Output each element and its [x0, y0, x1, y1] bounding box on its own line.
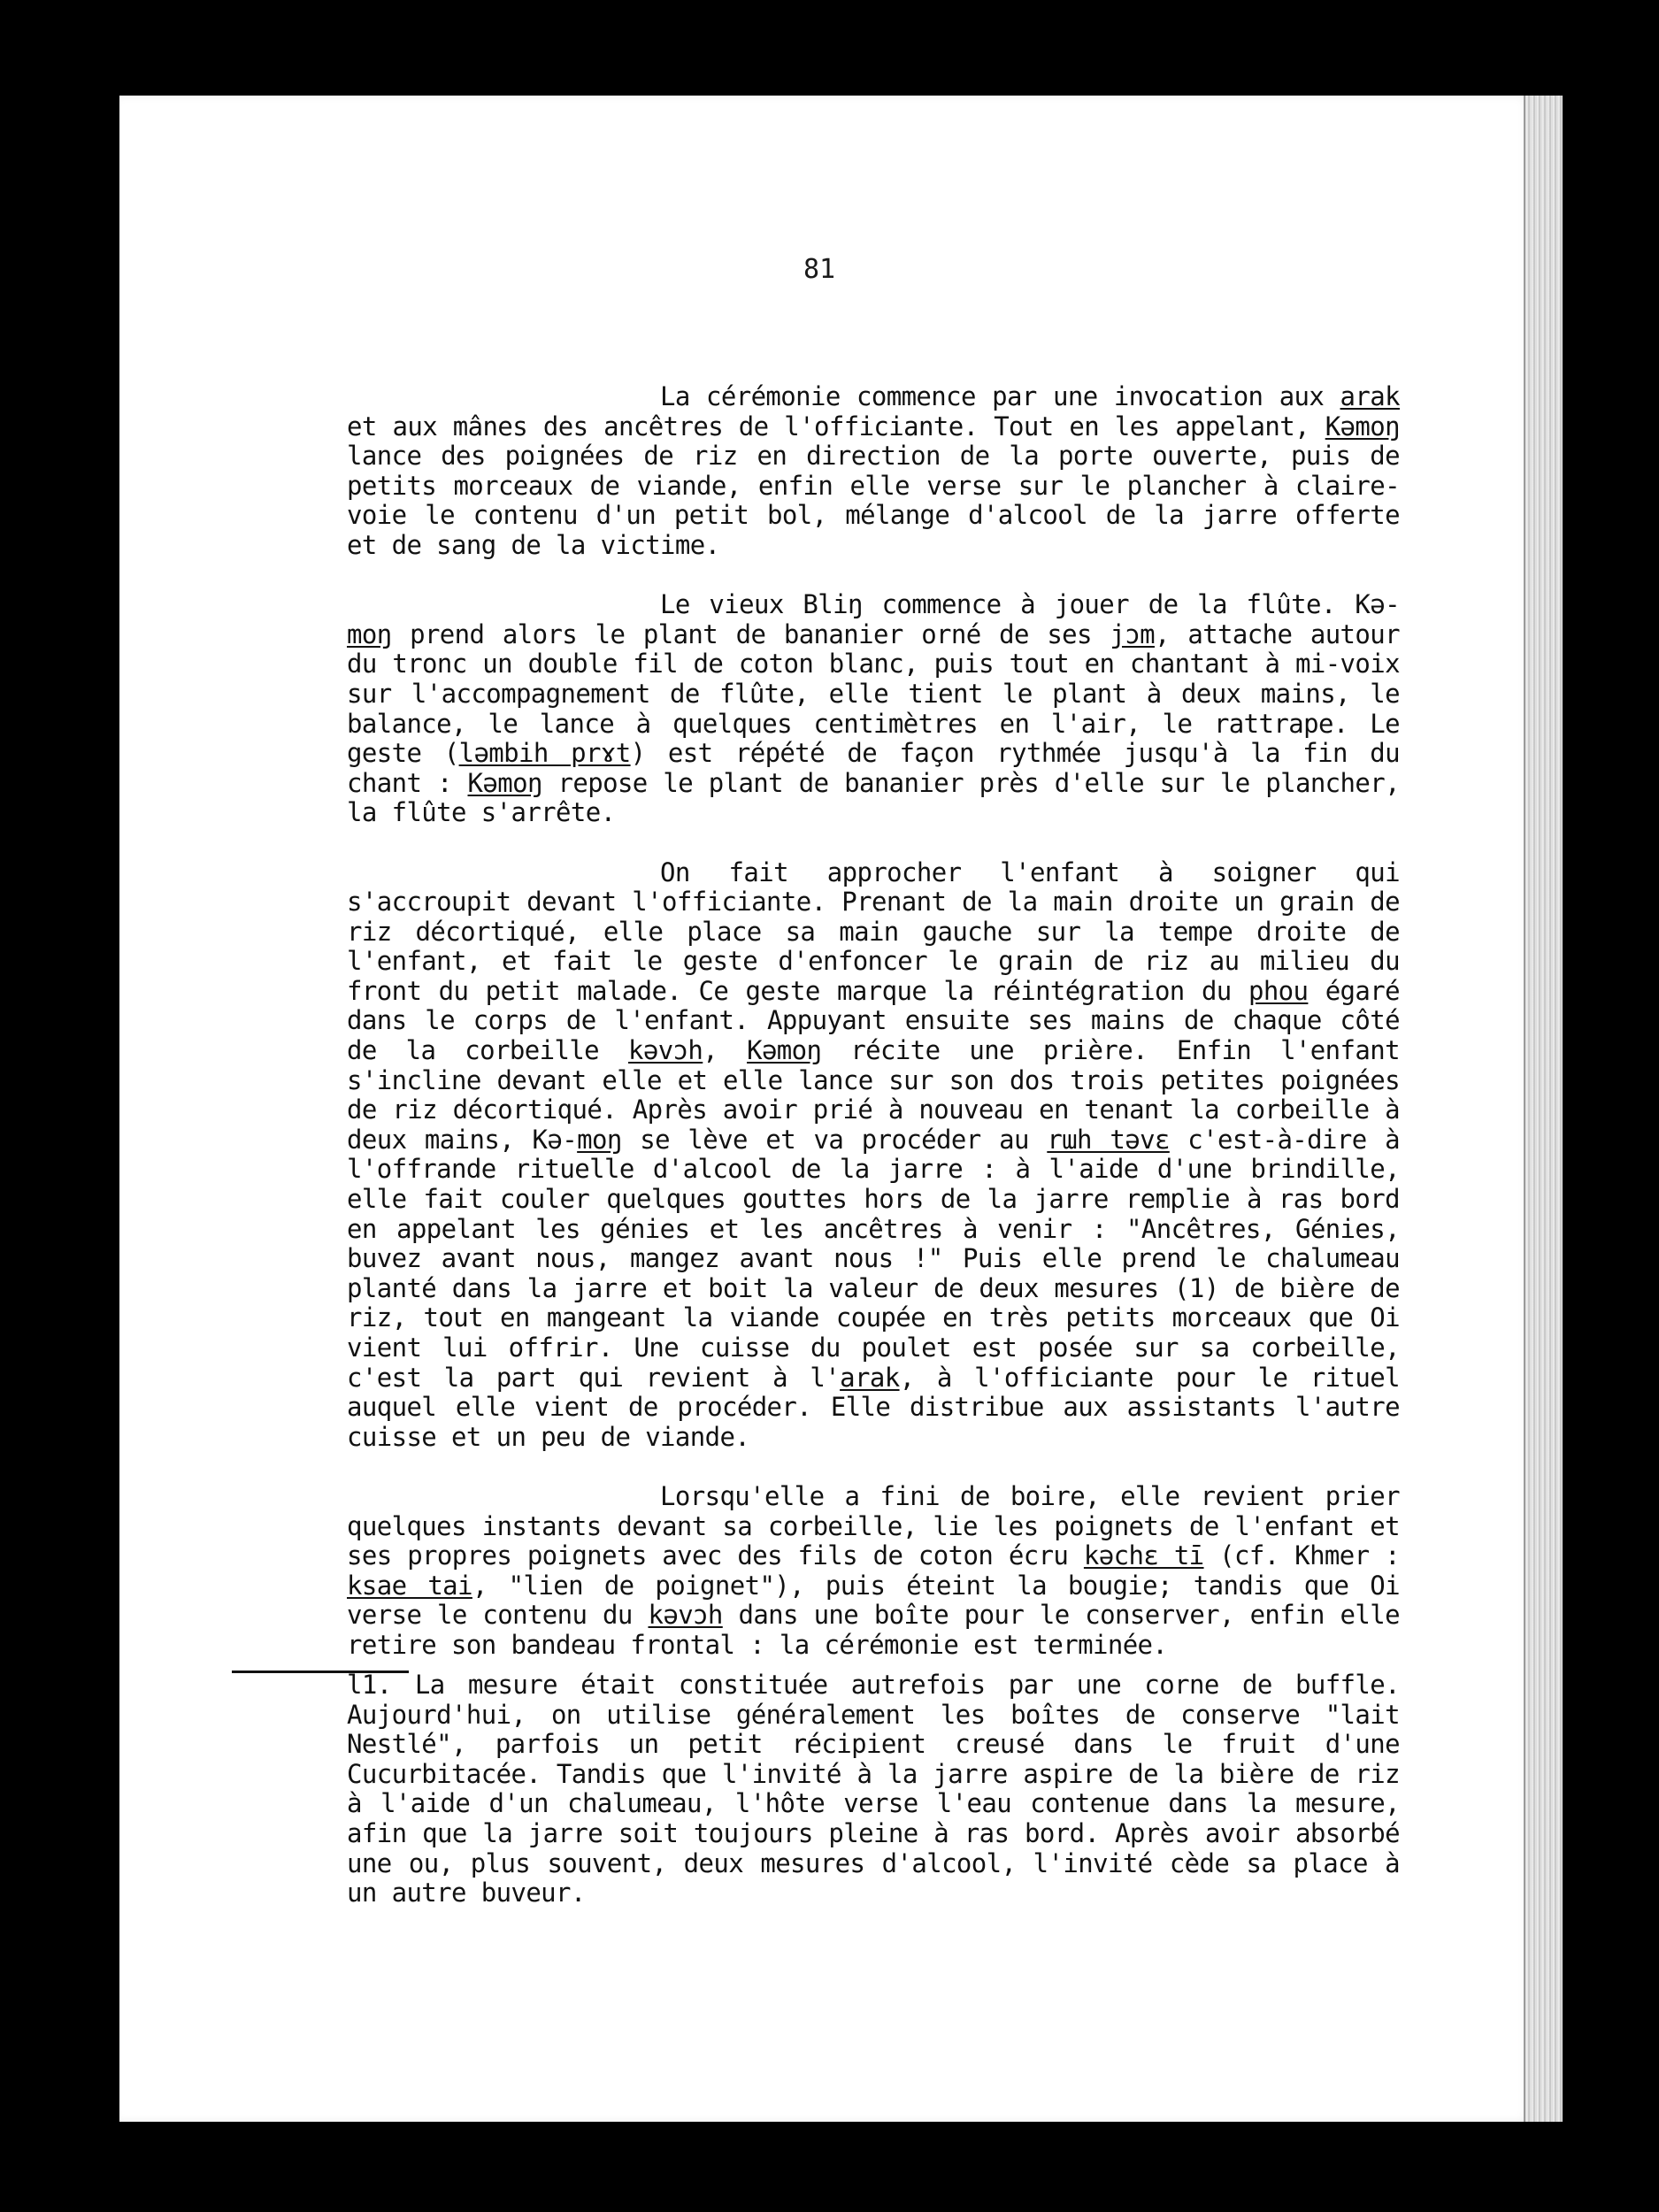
underlined-term: Kəmoŋ	[467, 767, 542, 798]
paragraph	[347, 1482, 1400, 1661]
underlined-term: kəvɔh	[627, 1035, 703, 1066]
text-run: prend alors le plant de bananier orné de ses	[391, 618, 1110, 649]
underlined-term: moŋ	[577, 1124, 622, 1155]
text-run: ,	[703, 1035, 748, 1066]
text-run: dans une boîte pour le conserver, enfin elle retire son bandeau frontal : la cérémonie est terminée.	[347, 1600, 1400, 1660]
underlined-term: kəvɔh	[648, 1600, 723, 1631]
main-text	[347, 382, 1400, 1690]
text-run: , "lien de poignet"), puis éteint la bougie; tandis que Oi verse le contenu du	[347, 1570, 1400, 1631]
underlined-term: arak	[1340, 381, 1400, 411]
underlined-term: Kəmoŋ	[1325, 411, 1400, 442]
text-run: Le vieux Bliŋ commence à jouer de la flûte. Kə-	[660, 589, 1400, 620]
text-run: La cérémonie commence par une invocation aux	[660, 381, 1340, 411]
page-edges	[1524, 96, 1563, 2122]
underlined-term: Kəmoŋ	[747, 1035, 822, 1066]
text-run: Lorsqu'elle a fini de boire, elle revient prier quelques instants devant sa corbeille, lie les poignets de l'enfant et ses propres poignets avec des fils de coton écru	[347, 1480, 1400, 1571]
paragraph	[347, 858, 1400, 1453]
underlined-term: phou	[1248, 975, 1309, 1006]
footnote: l1. La mesure était constituée autrefois par une corne de buffle. Aujourd'hui, on utilise généralement les boîtes de conserve "lait Nestlé", parfois un petit récipient creusé dans le fruit d'une Cucurbitacée. Tandis que l'invité à la jarre aspire de la bière de riz à l'aide d'un chalumeau, l'hôte verse l'eau contenue dans la mesure, afin que la jarre soit toujours pleine à ras bord. Après avoir absorbé une ou, plus souvent, deux mesures d'alcool, l'invité cède sa place à un autre buveur.	[347, 1670, 1400, 1909]
text-run: repose le plant de bananier près d'elle sur le plancher, la flûte s'arrête.	[347, 767, 1400, 828]
text-run: lance des poignées de riz en direction de la porte ouverte, puis de petits morceaux de viande, enfin elle verse sur le plancher à claire-voie le contenu d'un petit bol, mélange d'alcool de la jarre offerte et de sang de la victime.	[347, 441, 1400, 560]
paragraph	[347, 382, 1400, 561]
underlined-term: jɔm	[1110, 618, 1155, 649]
underlined-term: rɯh təvɛ	[1047, 1124, 1170, 1155]
text-run: , à l'officiante pour le rituel auquel elle vient de procéder. Elle distribue aux assistants l'autre cuisse et un peu de viande.	[347, 1362, 1400, 1452]
text-run: et aux mânes des ancêtres de l'officiante. Tout en les appelant,	[347, 411, 1325, 442]
paragraph	[347, 590, 1400, 828]
text-run: On fait approcher l'enfant à soigner qui s'accroupit devant l'officiante. Prenant de la main droite un grain de riz décortiqué, elle place sa main gauche sur la tempe droite de l'enfant, et fait le geste d'enfoncer le grain de riz au milieu du front du petit malade. Ce geste marque la réintégration du	[347, 856, 1400, 1006]
text-run: c'est-à-dire à l'offrande rituelle d'alcool de la jarre : à l'aide d'une brindille, elle fait couler quelques gouttes hors de la jarre remplie à ras bord en appelant les génies et les ancêtres à venir : "Ancêtres, Génies, buvez avant nous, mangez avant nous !" Puis elle prend le chalumeau planté dans la jarre et boit la valeur de deux mesures (1) de bière de riz, tout en mangeant la viande coupée en très petits morceaux que Oi vient lui offrir. Une cuisse du poulet est posée sur sa corbeille, c'est la part qui revient à l'	[347, 1124, 1400, 1393]
underlined-term: ləmbih prɤt	[458, 738, 631, 769]
text-run: récite une prière. Enfin l'enfant s'incline devant elle et elle lance sur son dos trois petites poignées de riz décortiqué. Après avoir prié à nouveau en tenant la corbeille à deux mains, Kə-	[347, 1035, 1400, 1155]
underlined-term: ksae tai	[347, 1570, 472, 1601]
text-run: égaré dans le corps de l'enfant. Appuyant ensuite ses mains de chaque côté de la corbeille	[347, 975, 1400, 1066]
text-run: se lève et va procéder au	[621, 1124, 1048, 1155]
underlined-term: arak	[840, 1362, 900, 1393]
text-run: (cf. Khmer :	[1203, 1540, 1400, 1571]
underlined-term: kəchɛ tī	[1083, 1540, 1204, 1571]
page-number: 81	[803, 254, 836, 285]
text-run: ) est répété de façon rythmée jusqu'à la fin du chant :	[347, 738, 1400, 798]
underlined-term: moŋ	[347, 618, 392, 649]
text-run: , attache autour du tronc un double fil de coton blanc, puis tout en chantant à mi-voix sur l'accompagnement de flûte, elle tient le plant à deux mains, le balance, le lance à quelques centimètres en l'air, le rattrape. Le geste (	[347, 618, 1400, 769]
